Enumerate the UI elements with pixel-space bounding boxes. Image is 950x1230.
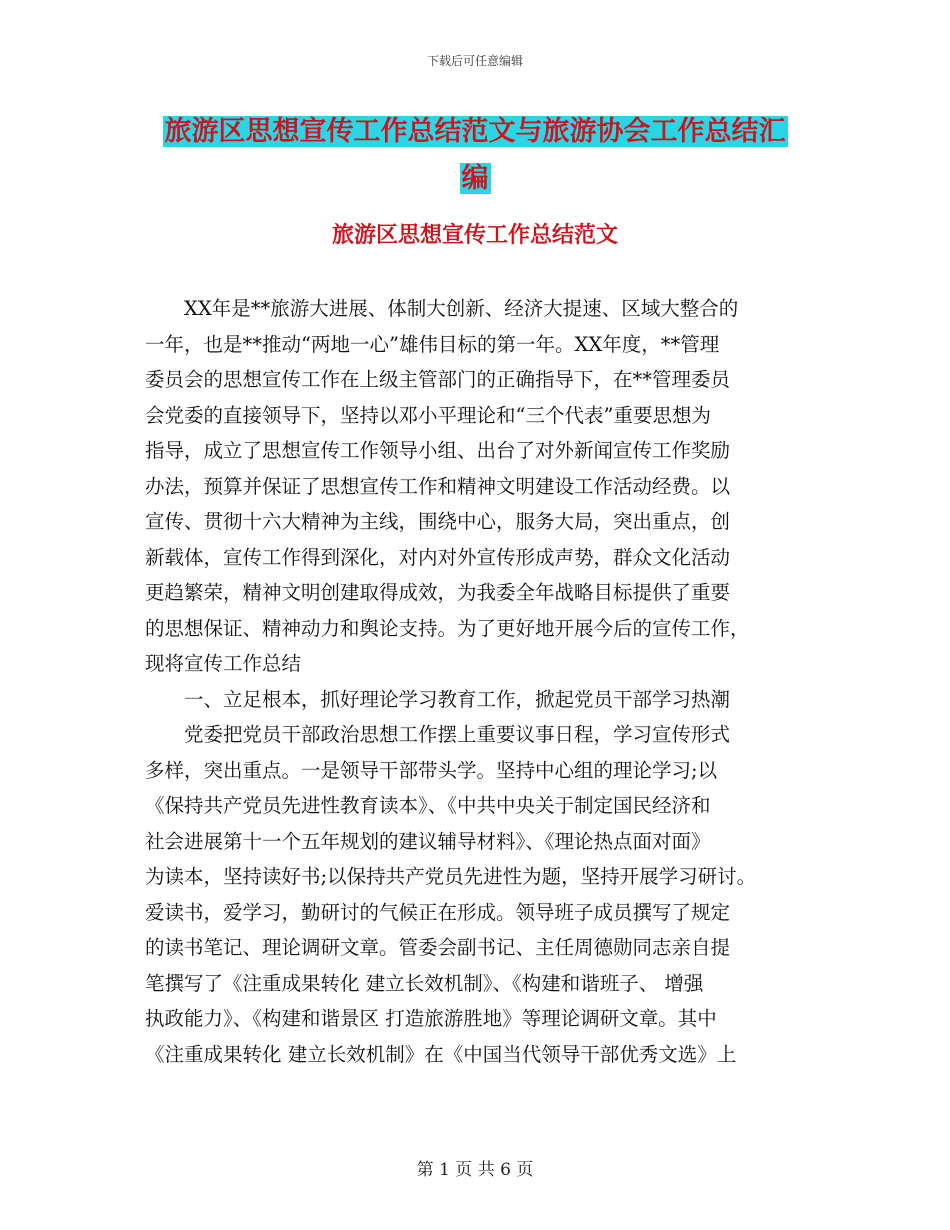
text-line: 更趋繁荣，精神文明创建取得成效，为我委全年战略目标提供了重要 bbox=[145, 581, 731, 604]
text-line: 委员会的思想宣传工作在上级主管部门的正确指导下，在**管理委员 bbox=[145, 368, 731, 391]
text-line: XX年是**旅游大进展、体制大创新、经济大提速、区域大整合的 bbox=[184, 297, 739, 320]
text-line: 爱读书，爱学习，勤研讨的气候正在形成。领导班子成员撰写了规定 bbox=[145, 900, 731, 924]
text-line: 现将宣传工作总结 bbox=[145, 652, 302, 675]
text-line: 的思想保证、精神动力和舆论支持。为了更好地开展今后的宣传工作， bbox=[145, 616, 750, 640]
text-line: 多样，突出重点。一是领导干部带头学。坚持中心组的理论学习;以 bbox=[145, 758, 718, 782]
section-title: 旅游区思想宣传工作总结范文 bbox=[331, 222, 618, 248]
text-line: 《注重成果转化 建立长效机制》在《中国当代领导干部优秀文选》上 bbox=[145, 1042, 737, 1066]
document-title bbox=[140, 108, 810, 202]
page-footer: 第 1 页 共 6 页 bbox=[416, 1160, 534, 1180]
subheading: 一、立足根本，抓好理论学习教育工作，掀起党员干部学习热潮 bbox=[184, 687, 731, 711]
text-line: 新载体，宣传工作得到深化，对内对外宣传形成声势，群众文化活动 bbox=[145, 545, 731, 569]
text-line: 党委把党员干部政治思想工作摆上重要议事日程，学习宣传形式 bbox=[184, 723, 731, 746]
text-line: 为读本，坚持读好书;以保持共产党员先进性为题，坚持开展学习研讨。 bbox=[145, 865, 757, 888]
text-line: 笔撰写了《注重成果转化 建立长效机制》、《构建和谐班子、 增强 bbox=[145, 971, 704, 995]
text-line: 宣传、贯彻十六大精神为主线，围绕中心，服务大局，突出重点，创 bbox=[145, 510, 731, 533]
text-line: 会党委的直接领导下，坚持以邓小平理论和“三个代表”重要思想为 bbox=[145, 403, 711, 427]
text-line: 《保持共产党员先进性教育读本》、《中共中央关于制定国民经济和 bbox=[145, 794, 711, 817]
text-line: 一年，也是**推动“两地一心”雄伟目标的第一年。XX年度，**管理 bbox=[145, 332, 720, 356]
text-line: 办法，预算并保证了思想宣传工作和精神文明建设工作活动经费。以 bbox=[145, 474, 731, 498]
header-note: 下载后可任意编辑 bbox=[426, 54, 523, 68]
text-line: 执政能力》、《构建和谐景区 打造旅游胜地》等理论调研文章。其中 bbox=[145, 1007, 717, 1030]
text-line: 指导，成立了思想宣传工作领导小组、出台了对外新闻宣传工作奖励 bbox=[145, 439, 731, 462]
text-line: 社会进展第十一个五年规划的建议辅导材料》、《理论热点面对面》 bbox=[145, 829, 711, 853]
document-title-line-2: 编 bbox=[461, 163, 489, 194]
body-text bbox=[145, 291, 825, 1072]
document-title-line-1: 旅游区思想宣传工作总结范文与旅游协会工作总结汇 bbox=[164, 116, 786, 147]
text-line: 的读书笔记、理论调研文章。管委会副书记、主任周德勋同志亲自提 bbox=[145, 936, 731, 959]
